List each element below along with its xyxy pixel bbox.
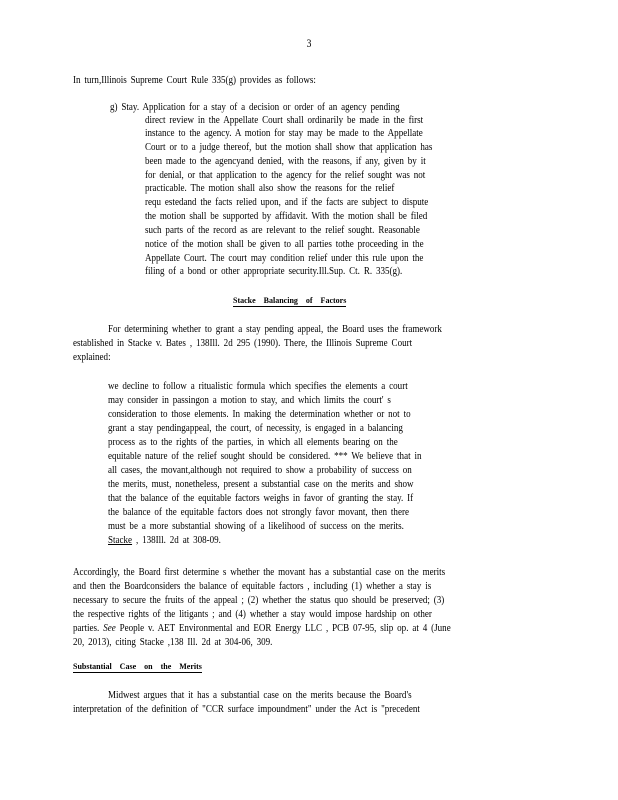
page-number: 3 [306, 36, 312, 50]
paragraph-line: interpretation of the definition of "CCR surface impoundment" under the Act is "precedent [73, 703, 420, 715]
quote-line: the merits, must, nonetheless, present a substantial case on the merits and show [108, 478, 414, 490]
paragraph-line: necessary to secure the fruits of the appeal ; (2) whether the status quo should be preserved; (3) [73, 594, 445, 606]
quote-line: may consider in passingon a motion to stay, and which limits the court' s [108, 394, 391, 406]
paragraph-line: established in Stacke v. Bates , 138Ill. 2d 295 (1990). There, the Illinois Supreme Court [73, 337, 413, 349]
paragraph-line: and then the Boardconsiders the balance of equitable factors , including (1) whether a stay is [73, 580, 432, 592]
quote-line: requ estedand the facts relied upon, and if the facts are subject to dispute [145, 196, 429, 208]
quote-line: Appellate Court. The court may condition relief under this rule upon the [145, 252, 424, 264]
paragraph-line: For determining whether to grant a stay pending appeal, the Board uses the framework [108, 323, 442, 335]
quote-line: instance to the agency. A motion for stay may be made to the Appellate [145, 127, 423, 139]
paragraph-line: Accordingly, the Board first determine s whether the movant has a substantial case on the merits [73, 566, 446, 578]
quote-line: notice of the motion shall be given to all parties tothe proceeding in the [145, 238, 424, 250]
quote-line: direct review in the Appellate Court shall ordinarily be made in the first [145, 114, 424, 126]
paragraph-line: Midwest argues that it has a substantial case on the merits because the Board's [108, 689, 412, 701]
quote-line: grant a stay pendingappeal, the court, of necessity, is engaged in a balancing [108, 422, 403, 434]
paragraph-line: 20, 2013), citing Stacke ,138 Ill. 2d at 304-06, 309. [73, 636, 273, 648]
quote-line: practicable. The motion shall also show the reasons for the relief [145, 182, 395, 194]
quote-line: for denial, or that application to the agency for the relief sought was not [145, 169, 426, 181]
quote-line: we decline to follow a ritualistic formula which specifies the elements a court [108, 380, 408, 392]
quote-line: all cases, the movant,although not required to show a probability of success on [108, 464, 412, 476]
quote-line: such parts of the record as are relevant to the relief sought. Reasonable [145, 224, 420, 236]
citation-text: , 138Ill. 2d at 308-09. [132, 534, 221, 546]
quote-citation [108, 534, 221, 546]
quote-line: equitable nature of the relief sought should be considered. *** We believe that in [108, 450, 422, 462]
quote-line: the motion shall be supported by affidavit. With the motion shall be filed [145, 210, 428, 222]
quote-line: consideration to those elements. In making the determination whether or not to [108, 408, 411, 420]
line-text: parties. [73, 622, 104, 634]
quote-line: filing of a bond or other appropriate security.Ill.Sup. Ct. R. 335(g). [145, 265, 403, 277]
quote-line: that the balance of the equitable factors weighs in favor of granting the stay. If [108, 492, 414, 504]
paragraph-line: the respective rights of the litigants ; and (4) whether a stay would impose hardship on other [73, 608, 432, 620]
line-text: People v. AET Environmental and EOR Energy LLC , PCB 07-95, slip op. at 4 (June [115, 622, 451, 634]
quote-line: must be a more substantial showing of a likelihood of success on the merits. [108, 520, 404, 532]
paragraph-line [73, 622, 451, 634]
paragraph-line: explained: [73, 351, 111, 363]
heading-stacke-balancing: Stacke Balancing of Factors [233, 296, 347, 305]
intro-line: In turn,Illinois Supreme Court Rule 335(g) provides as follows: [73, 74, 316, 86]
quote-line: g) Stay. Application for a stay of a decision or order of an agency pending [110, 101, 400, 113]
heading-substantial-case: Substantial Case on the Merits [73, 662, 202, 671]
case-name-stacke: Stacke [108, 534, 133, 546]
quote-line: the balance of the equitable factors does not strongly favor movant, then there [108, 506, 409, 518]
quote-line: Court or to a judge thereof, but the motion shall show that application has [145, 141, 433, 153]
quote-line: been made to the agencyand denied, with the reasons, if any, given by it [145, 155, 426, 167]
quote-line: process as to the rights of the parties, in which all elements bearing on the [108, 436, 398, 448]
signal-see: See [103, 622, 116, 634]
